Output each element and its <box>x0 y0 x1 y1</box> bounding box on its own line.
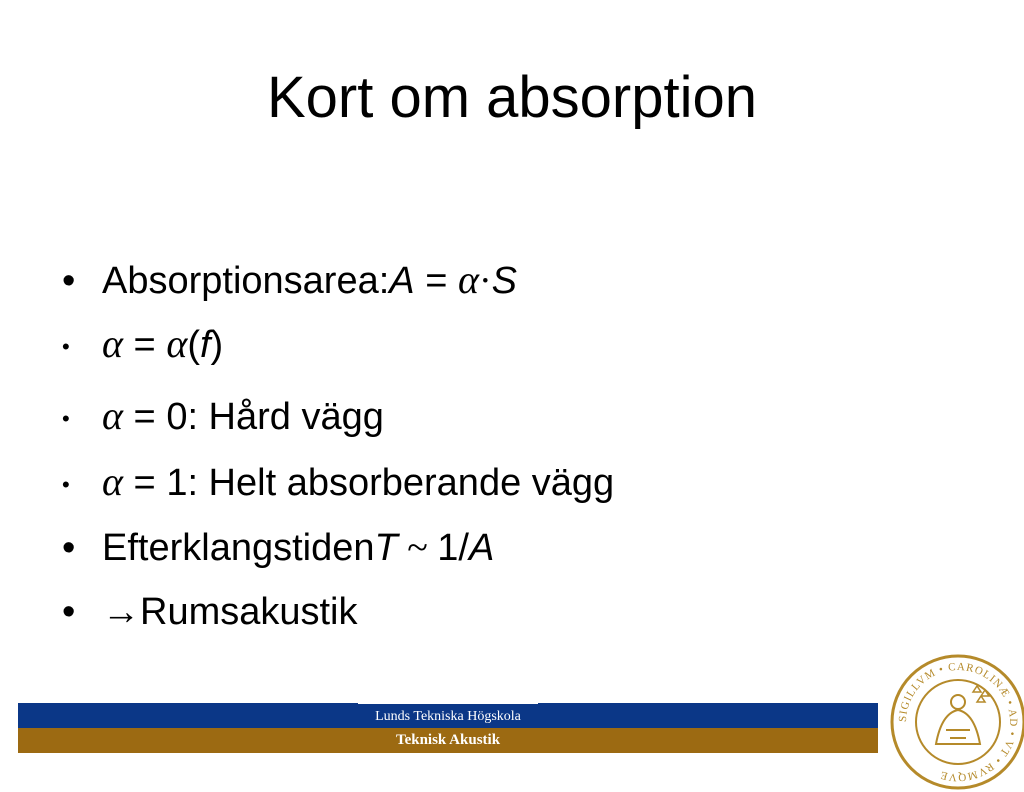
bullet-absorbing-wall <box>62 452 614 512</box>
alpha-symbol: α <box>102 393 123 438</box>
bullet-alpha-function <box>62 314 223 374</box>
alpha-symbol: α <box>102 459 123 504</box>
footer-university: Lunds Tekniska Högskola <box>358 703 538 729</box>
bullet-reverberation-time <box>62 518 494 578</box>
bullet-text: Absorptionsarea: <box>102 260 390 302</box>
bullet-marker: • <box>62 591 76 633</box>
open-paren: ( <box>187 324 200 366</box>
bullet-marker: • <box>62 260 76 302</box>
variable-a: A <box>468 527 495 569</box>
bullet-text: Efterklangstiden <box>102 527 375 569</box>
dot-operator: · <box>478 260 492 302</box>
equals-sign: = <box>123 462 167 504</box>
variable-a: A <box>389 260 415 302</box>
footer-department: Teknisk Akustik <box>395 732 501 748</box>
variable-s: S <box>491 260 517 302</box>
bullet-marker: • <box>62 333 70 359</box>
slide-title: Kort om absorption <box>266 65 758 130</box>
bullet-text: 0: Hård vägg <box>166 396 384 438</box>
bullet-marker: • <box>62 405 70 431</box>
tilde-symbol: ~ <box>397 527 438 569</box>
fraction-numerator: 1/ <box>437 527 469 569</box>
bullet-text: 1: Helt absorberande vägg <box>166 462 615 504</box>
variable-t: T <box>374 527 398 569</box>
equals-sign: = <box>414 260 458 302</box>
alpha-symbol: α <box>166 321 188 366</box>
bullet-hard-wall <box>62 386 384 446</box>
equals-sign: = <box>123 396 167 438</box>
alpha-symbol: α <box>102 321 123 366</box>
seal-inscription: SIGILLVM • CAROLINÆ • AD • VT • RVMQVE <box>896 660 1020 784</box>
university-seal-icon <box>888 652 1024 792</box>
bullet-marker: • <box>62 471 70 497</box>
bullet-absorption-area <box>62 250 517 310</box>
alpha-symbol: α <box>457 257 479 302</box>
variable-f: f <box>199 324 211 366</box>
right-arrow-icon: → <box>102 591 140 633</box>
bullet-marker: • <box>62 527 76 569</box>
close-paren: ) <box>210 324 224 366</box>
equals-sign: = <box>123 324 167 366</box>
bullet-text: Rumsakustik <box>140 591 358 633</box>
bullet-room-acoustics <box>62 582 358 642</box>
